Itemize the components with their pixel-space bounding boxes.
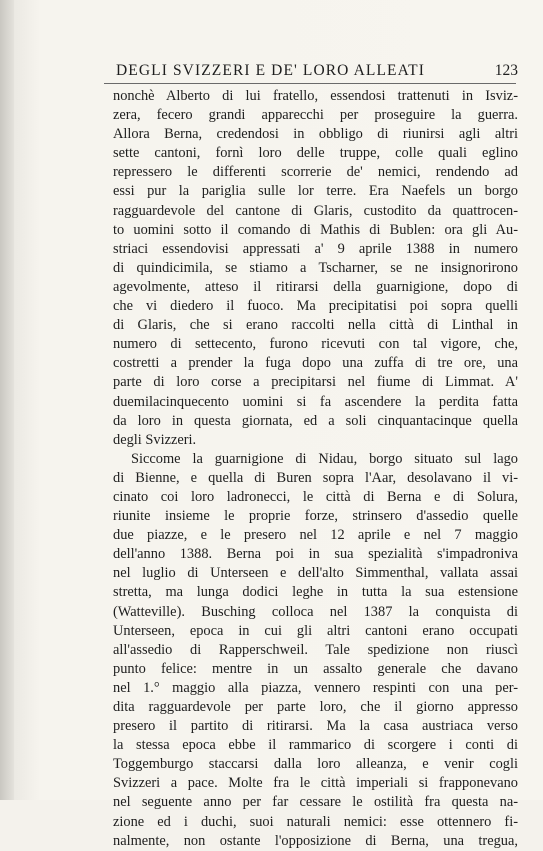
text-line: repressero le differenti scorrerie de' nemici, rendendo ad [113,164,518,181]
text-line: di quindicimila, se stiamo a Tscharner, se ne insignorirono [113,259,518,276]
text-line: la stessa epoca ebbe il rammarico di scorgere i conti di [113,737,518,754]
text-line: all'assedio di Rapperschweil. Tale spedizione non riuscì [113,641,518,658]
text-line: dell'anno 1388. Berna poi in sua spezialità s'impadroniva [113,546,518,563]
text-line: nel 1.° maggio alla piazza, vennero respinti con una per- [113,679,518,696]
paragraph [113,450,518,851]
page-header [96,58,520,86]
text-line: nalmente, non ostante l'opposizione di Berna, una tregua, [113,832,518,849]
text-line: di Glaris, che si erano raccolti nella città di Linthal in [113,317,518,334]
header-rule [104,83,516,84]
text-line: striaci essendovisi appressati a' 9 aprile 1388 in numero [113,240,518,257]
paragraph [113,87,518,450]
text-line: ragguardevole del cantone di Glaris, custodito da quattrocen- [113,202,518,219]
text-line: degli Svizzeri. [113,431,197,448]
text-line: stretta, ma lunga dodici leghe in tutta la sua estensione [113,584,518,601]
text-line: (Watteville). Busching colloca nel 1387 la conquista di [113,603,518,620]
text-line: parte di loro corse a precipitarsi nel fiume di Limmat. A' [113,374,518,391]
text-line: nonchè Alberto di lui fratello, essendosi trattenuti in Isviz- [113,88,518,104]
text-line: presero il partito di ritirarsi. Ma la casa austriaca verso [113,718,518,735]
text-line: Unterseen, epoca in cui gli altri cantoni erano occupati [113,622,518,639]
text-line: dita ragguardevole per parte loro, che il giorno appresso [113,699,518,715]
text-line: cinato coi loro ladronecci, le città di Berna e di Solura, [113,488,518,505]
running-title: DEGLI SVIZZERI E DE' LORO ALLEATI [116,62,426,79]
text-line: to uomini sotto il comando di Mathis di Bublen: ora gli Au- [113,221,518,238]
text-line: due piazze, e le presero nel 12 aprile e nel 7 maggio [113,527,518,544]
text-line: di Bienne, e quella di Buren sopra l'Aar, desolavano il vi- [113,469,518,486]
body-text [113,87,518,851]
text-line: essi pur la pariglia sulle lor terre. Era Naefels un borgo [113,183,518,200]
text-line: riunite insieme le proprie forze, strinsero d'assedio quelle [113,508,518,525]
text-line: che vi diedero il fuoco. Ma precipitatisi poi sopra quelli [113,298,518,315]
text-line: nel luglio di Unterseen e dell'alto Simmenthal, vallata assai [113,565,518,582]
text-line: Toggemburgo staccarsi dalla loro alleanza, e venir cogli [113,756,518,773]
text-line: zera, fecero grandi apparecchi per proseguire la guerra. [113,107,518,124]
text-line: punto felice: mentre in un assalto generale che davano [113,660,518,677]
text-line: costretti a prender la fuga dopo una zuffa di tre ore, una [113,355,518,372]
text-line: numero di settecento, furono ricevuti con tal vigore, che, [113,336,518,353]
text-line: Svizzeri a pace. Molte fra le città imperiali si frapponevano [113,775,518,792]
text-line: da loro in questa giornata, ed a soli cinquantacinque quella [113,412,518,429]
page-number: 123 [494,62,518,79]
text-line: Siccome la guarnigione di Nidau, borgo situato sul lago [131,450,518,467]
binding-gutter [0,0,14,800]
text-line: agevolmente, atteso il ritirarsi della guarnigione, dopo di [113,278,518,295]
text-line: nel seguente anno per far cessare le ostilità fra questa na- [113,794,518,811]
text-line: sette cantoni, fornì loro delle truppe, colle quali eglino [113,145,518,162]
text-line: Allora Berna, credendosi in obbligo di riunirsi agli altri [113,126,518,143]
text-line: zione ed i duchi, suoi naturali nemici: esse ottennero fi- [113,813,518,830]
text-line: duemilacinquecento uomini si fa ascendere la perdita fatta [113,393,518,410]
